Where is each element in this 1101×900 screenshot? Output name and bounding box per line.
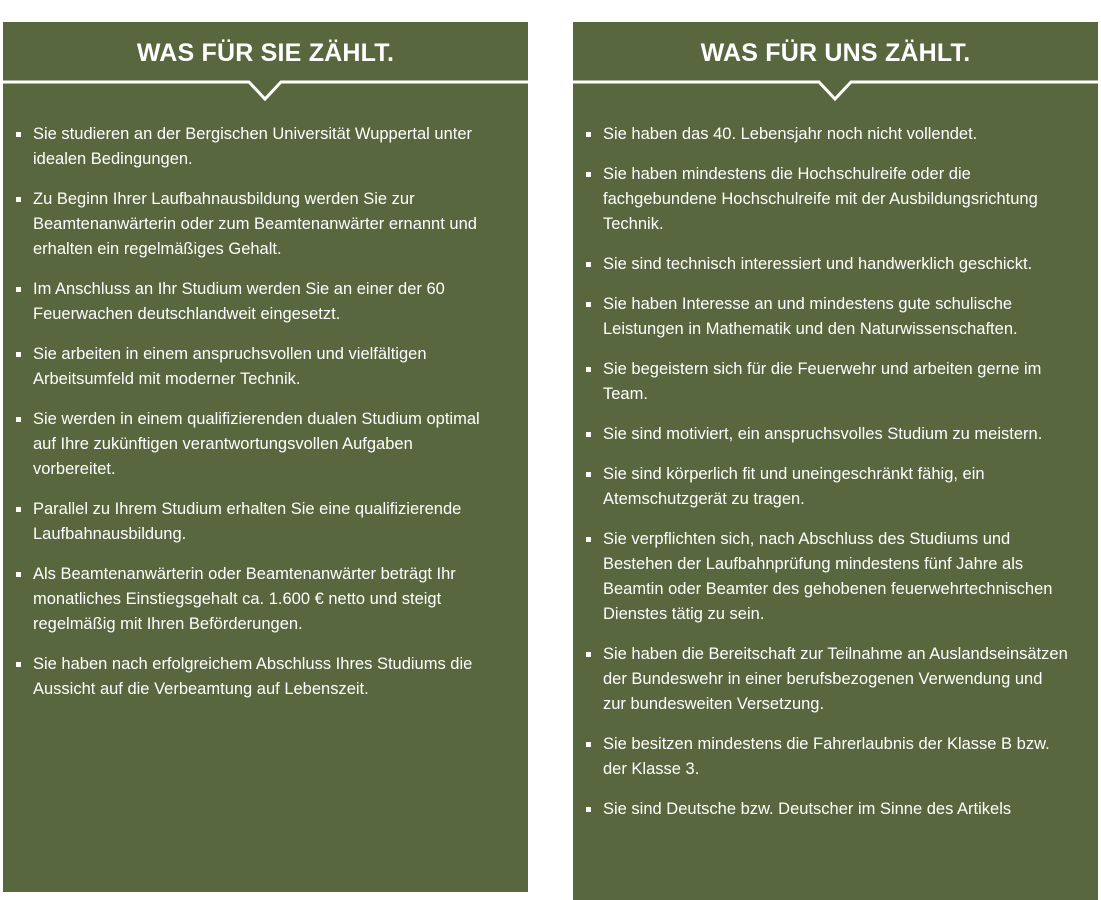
list-item: Sie sind motiviert, ein anspruchsvolles Studium zu meistern. [573,422,1098,447]
panel-header [573,22,1098,104]
panel-title: WAS FÜR SIE ZÄHLT. [136,39,395,67]
list-item: Sie begeistern sich für die Feuerwehr und arbeiten gerne im Team. [573,357,1098,407]
list-item: Sie haben Interesse an und mindestens gute schulische Leistungen in Mathematik und den Naturwissenschaften. [573,292,1098,342]
panel-what-counts-for-us [573,22,1098,900]
list-item: Sie werden in einem qualifizierenden dualen Studium optimal auf Ihre zukünftigen verantwortungsvollen Aufgaben vorbereitet. [3,407,528,482]
list-item: Sie verpflichten sich, nach Abschluss des Studiums und Bestehen der Laufbahnprüfung mindestens fünf Jahre als Beamtin oder Beamter des gehobenen feuerwehrtechnischen Dienstes tätig zu sein. [573,527,1098,627]
list-item: Sie besitzen mindestens die Fahrerlaubnis der Klasse B bzw. der Klasse 3. [573,732,1098,782]
chevron-divider-icon [3,80,528,104]
list-item: Zu Beginn Ihrer Laufbahnausbildung werden Sie zur Beamtenanwärterin oder zum Beamtenanwärter ernannt und erhalten ein regelmäßiges Gehalt. [3,187,528,262]
list-item: Sie sind körperlich fit und uneingeschränkt fähig, ein Atemschutzgerät zu tragen. [573,462,1098,512]
list-item: Sie haben das 40. Lebensjahr noch nicht vollendet. [573,122,1098,147]
panel-what-counts-for-you [3,22,528,892]
list-item: Sie sind technisch interessiert und handwerklich geschickt. [573,252,1098,277]
chevron-divider-icon [573,80,1098,104]
benefits-list [3,122,528,717]
list-item: Parallel zu Ihrem Studium erhalten Sie eine qualifizierende Laufbahnausbildung. [3,497,528,547]
list-item: Sie arbeiten in einem anspruchsvollen und vielfältigen Arbeitsumfeld mit moderner Technik. [3,342,528,392]
list-item: Sie sind Deutsche bzw. Deutscher im Sinne des Artikels [573,797,1098,822]
list-item: Sie haben nach erfolgreichem Abschluss Ihres Studiums die Aussicht auf die Verbeamtung auf Lebenszeit. [3,652,528,702]
list-item: Als Beamtenanwärterin oder Beamtenanwärter beträgt Ihr monatliches Einstiegsgehalt ca. 1.600 € netto und steigt regelmäßig mit Ihren Beförderungen. [3,562,528,637]
list-item: Sie studieren an der Bergischen Universität Wuppertal unter idealen Bedingungen. [3,122,528,172]
requirements-list [573,122,1098,837]
panel-header [3,22,528,104]
list-item: Im Anschluss an Ihr Studium werden Sie an einer der 60 Feuerwachen deutschlandweit eingesetzt. [3,277,528,327]
panel-title: WAS FÜR UNS ZÄHLT. [700,39,971,67]
list-item: Sie haben die Bereitschaft zur Teilnahme an Auslandseinsätzen der Bundeswehr in einer berufsbezogenen Verwendung und zur bundesweiten Versetzung. [573,642,1098,717]
list-item: Sie haben mindestens die Hochschulreife oder die fachgebundene Hochschulreife mit der Ausbildungsrichtung Technik. [573,162,1098,237]
